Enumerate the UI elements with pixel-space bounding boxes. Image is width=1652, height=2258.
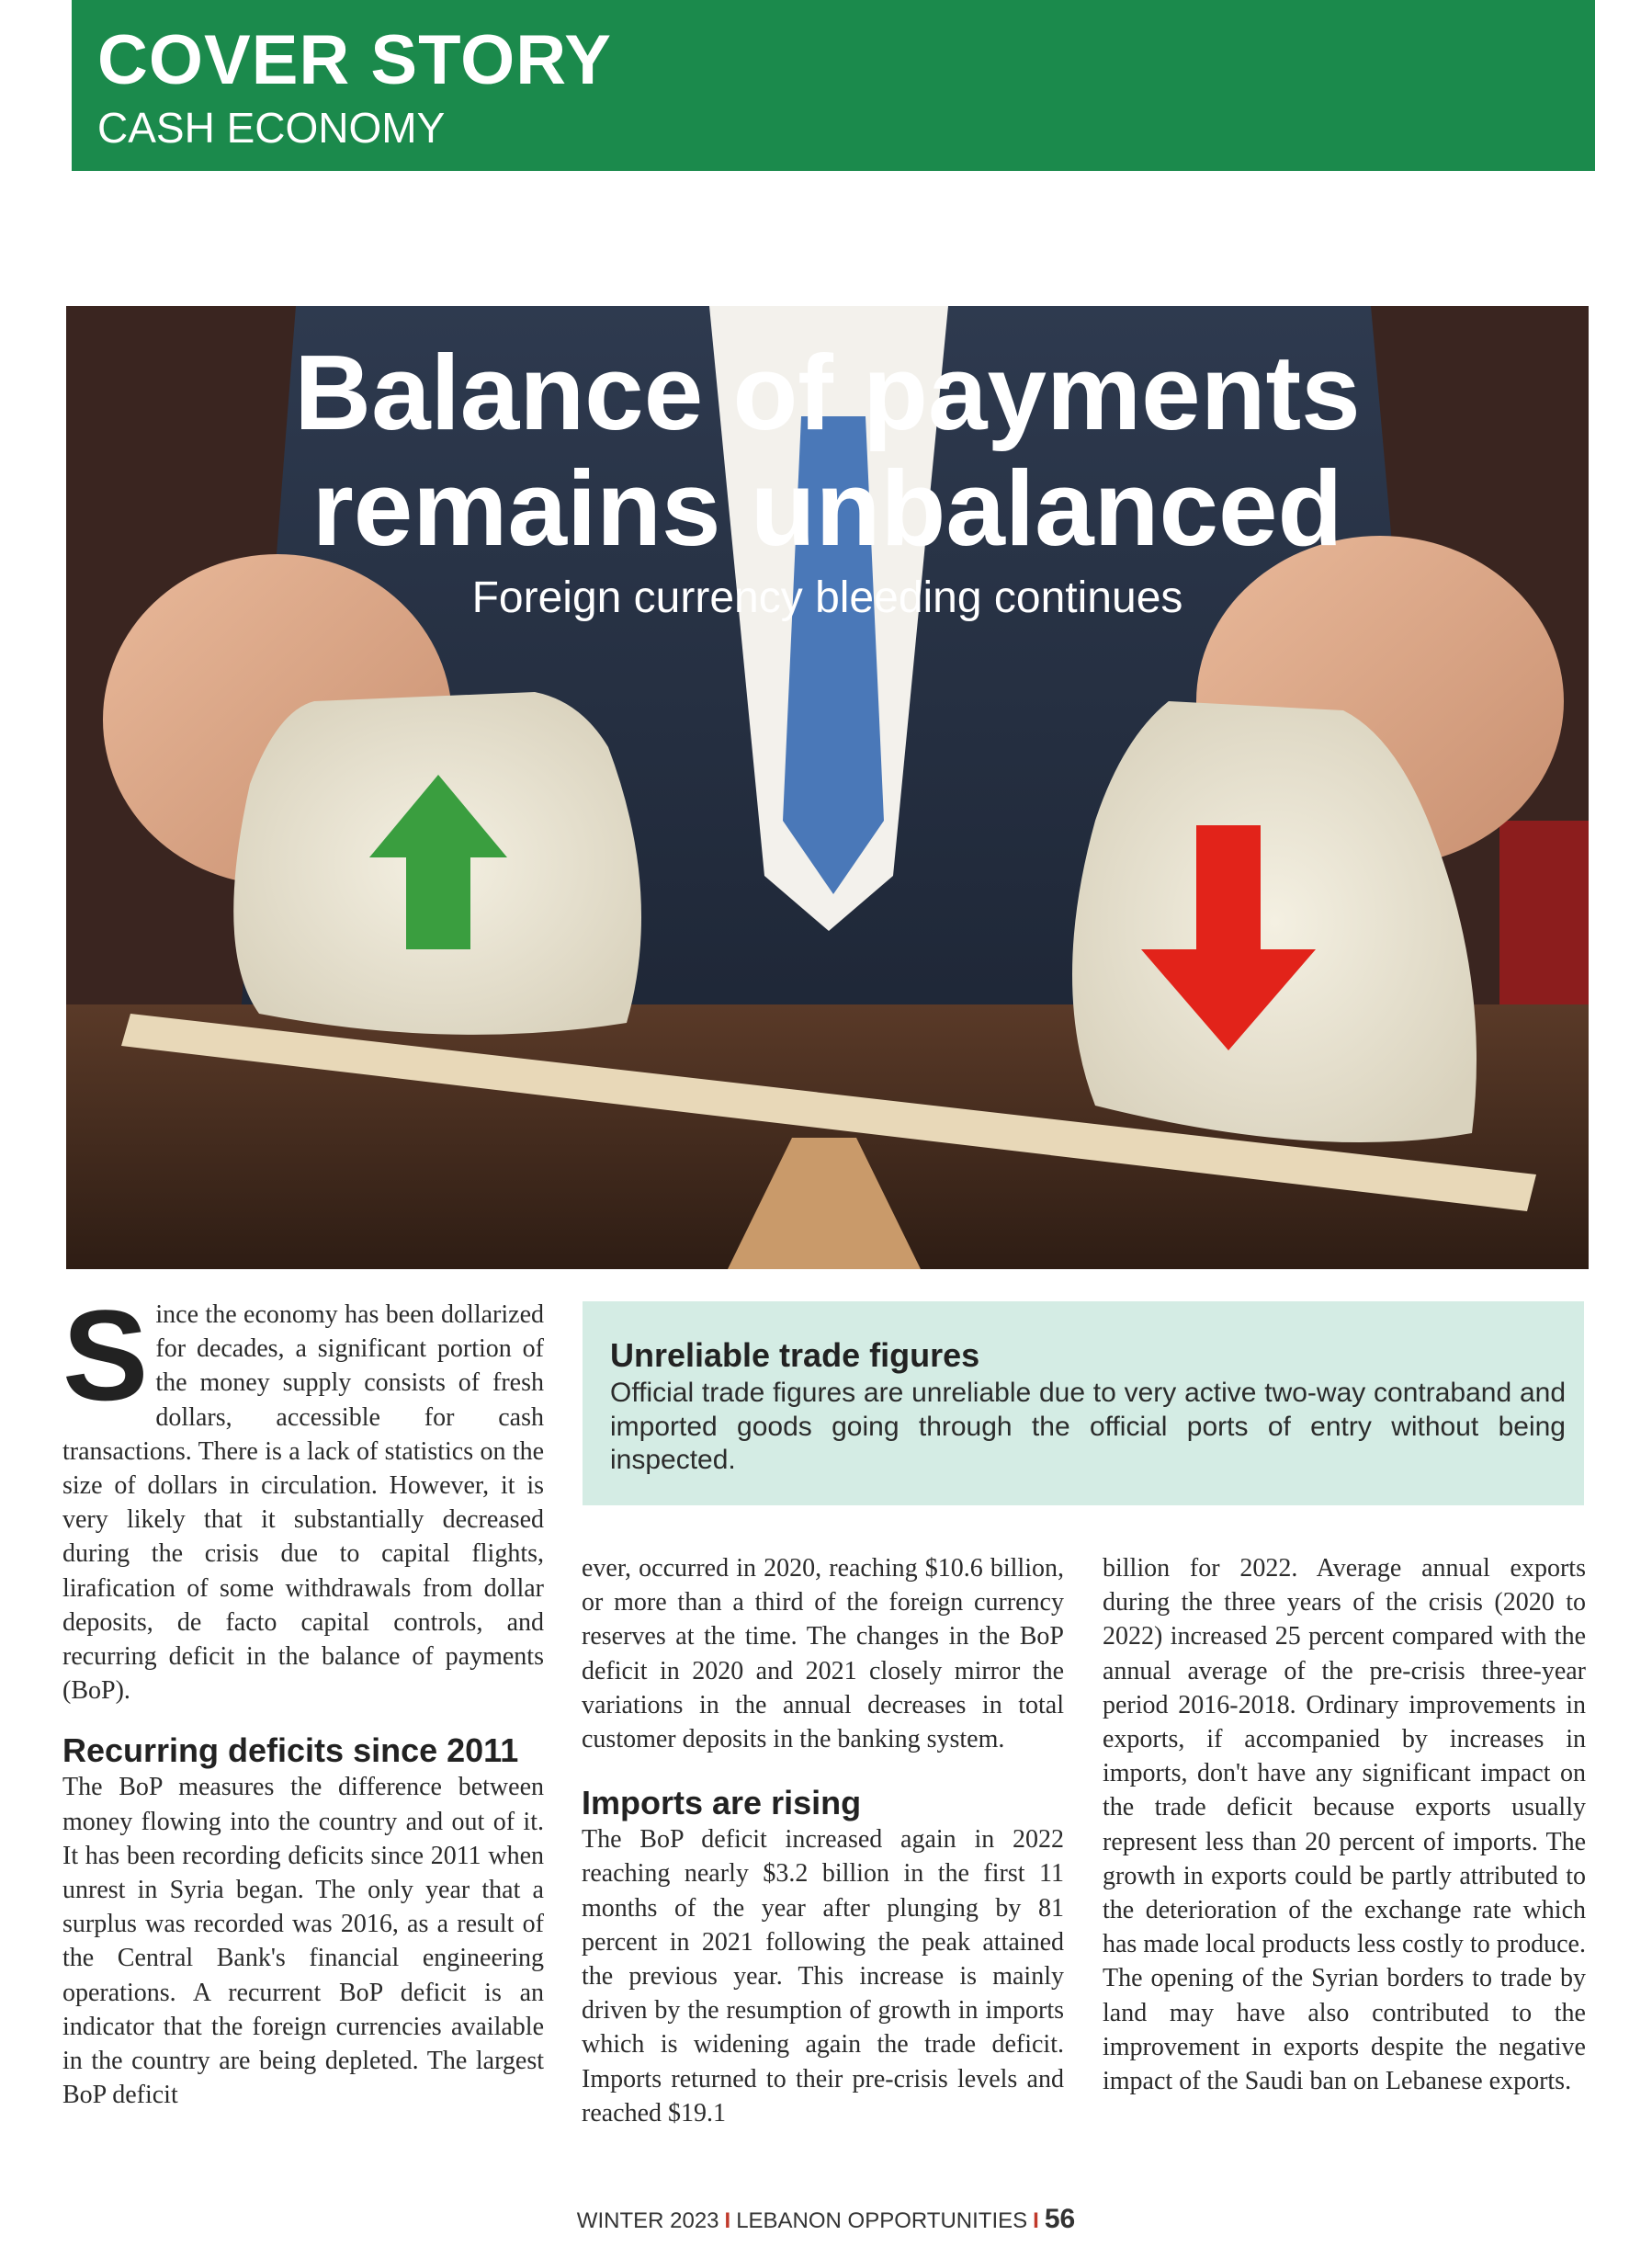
section-subtitle: CASH ECONOMY: [97, 104, 446, 152]
headline-line-2: remains unbalanced: [311, 448, 1343, 568]
article-column-1: [62, 1283, 544, 2112]
callout-title: Unreliable trade figures: [610, 1336, 980, 1374]
article-column-2: [582, 1551, 1064, 2130]
intro-text: ince the economy has been dollarized for decades, a significant portion of the money supply consists of fresh dollars, accessible for cash transactions. There is a lack of statistics on the size of dollars in circulation. However, it is very likely that it substantially decreased during the crisis due to capital flights, lirafication of some withdrawals from dollar deposits, de facto capital controls, and recurring deficit in the balance of payments (BoP).: [62, 1300, 544, 1706]
hero-image: [66, 306, 1589, 1269]
section1-paragraph: The BoP measures the difference between money flowing into the country and out of it. It has been recording deficits since 2011 when unrest in Syria began. The only year that a surplus was recorded was 2016, as a result of the Central Bank's financial engineering operations. A recurrent BoP deficit is an indicator that the foreign currencies available in the country are being depleted. The largest BoP deficit: [62, 1773, 544, 2110]
section-header: [72, 0, 1595, 171]
callout-box: [583, 1301, 1584, 1505]
section2-paragraph: The BoP deficit increased again in 2022 reaching nearly $3.2 billion in the first 11 months of the year after plunging by 81 percent in 2021 following the peak attained the previous year. This increase is mainly driven by the resumption of growth in imports which is widening again the trade deficit. Imports returned to their pre-crisis levels and reached $19.1: [582, 1825, 1064, 2128]
headline-line-1: Balance of payments: [294, 333, 1361, 452]
headline-deck: Foreign currency bleeding continues: [471, 573, 1183, 622]
column2-paragraph: ever, occurred in 2020, reaching $10.6 billion, or more than a third of the foreign currency reserves at the time. The changes in the BoP deficit in 2020 and 2021 closely mirror the variations in the annual decreases in total customer deposits in the banking system.: [582, 1554, 1064, 1754]
subhead-imports-rising: Imports are rising: [582, 1784, 862, 1822]
column3-paragraph: billion for 2022. Average annual exports during the three years of the crisis (2020 to 2022) increased 25 percent compared with the annual average of the pre-crisis three-year period 2016-2018. Ordinary improvements in exports, if accompanied by increases in imports, don't have any significant impact on the trade deficit because exports usually represent less than 20 percent of imports. The growth in exports could be partly attributed to the deterioration of the exchange rate which has made local products less costly to produce. The opening of the Syrian borders to trade by land may have also contributed to the improvement in exports despite the negative impact of the Saudi ban on Lebanese exports.: [1103, 1554, 1586, 2096]
footer-publication: LEBANON OPPORTUNITIES: [736, 2208, 1028, 2233]
page-number: 56: [1044, 2204, 1076, 2234]
section-title: COVER STORY: [97, 21, 612, 99]
article-column-3: [1103, 1551, 1586, 2098]
page-footer: [0, 2204, 1652, 2235]
callout-text: Official trade figures are unreliable due to very active two-way contraband and imported goods going through the official ports of entry without being inspected.: [610, 1378, 1566, 1475]
subhead-recurring-deficits: Recurring deficits since 2011: [62, 1731, 519, 1770]
drop-cap: S: [62, 1283, 149, 1427]
footer-issue: WINTER 2023: [576, 2208, 719, 2233]
footer-separator-2: I: [1033, 2208, 1039, 2233]
footer-separator: I: [724, 2208, 731, 2233]
intro-paragraph: [62, 1283, 544, 1708]
